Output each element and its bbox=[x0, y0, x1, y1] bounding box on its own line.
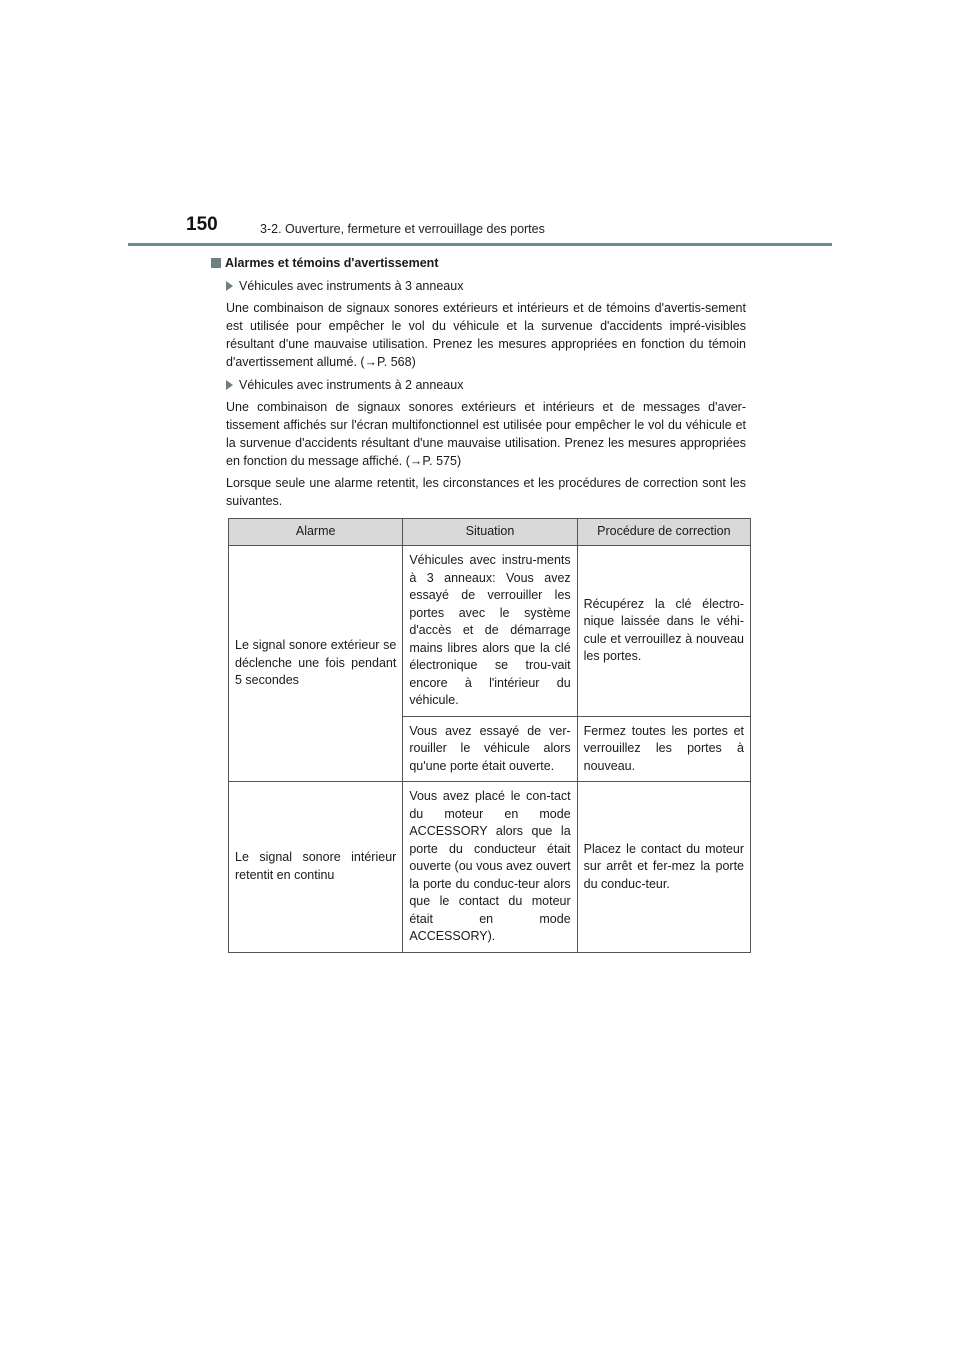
cell-situation: Véhicules avec instru-ments à 3 anneaux: Vous avez essayé de verrouiller les portes avec le système d'accès et de démarrage mains libres alors que la clé électronique se trou-vait encore à l'intérieur du véhicule. bbox=[403, 546, 577, 717]
alarm-table bbox=[228, 518, 751, 953]
sub-heading-3-rings-text: Véhicules avec instruments à 3 anneaux bbox=[239, 279, 464, 293]
table-header-row bbox=[229, 519, 751, 546]
section-heading-text: Alarmes et témoins d'avertissement bbox=[225, 256, 439, 270]
paragraph-2-rings: Une combinaison de signaux sonores extérieurs et intérieurs et de messages d'aver-tissement affichés sur l'écran multifonctionnel est utilisée pour empêcher le vol du véhicule et la survenue d'accidents résultant d'une mauvaise utilisation. Prenez les mesures appropriées en fonction du message affiché. (→P. 575) bbox=[226, 400, 746, 468]
cell-procedure: Récupérez la clé électro-nique laissée dans le véhi-cule et verrouillez à nouveau les portes. bbox=[577, 546, 750, 717]
table-row bbox=[229, 546, 751, 717]
table-row bbox=[229, 782, 751, 953]
page-body bbox=[211, 254, 746, 514]
chapter-title: 3-2. Ouverture, fermeture et verrouillage des portes bbox=[260, 222, 545, 236]
header-situation: Situation bbox=[403, 519, 577, 546]
sub-heading-2-rings bbox=[226, 376, 746, 394]
sub-heading-3-rings bbox=[226, 277, 746, 295]
square-bullet-icon bbox=[211, 258, 221, 268]
triangle-bullet-icon bbox=[226, 281, 233, 291]
alarm-table-container bbox=[228, 518, 751, 953]
header-alarme: Alarme bbox=[229, 519, 403, 546]
page-number: 150 bbox=[186, 214, 218, 235]
header-divider bbox=[128, 243, 832, 246]
cell-situation: Vous avez essayé de ver-rouiller le véhicule alors qu'une porte était ouverte. bbox=[403, 716, 577, 782]
header-procedure: Procédure de correction bbox=[577, 519, 750, 546]
cell-alarm: Le signal sonore extérieur se déclenche une fois pendant 5 secondes bbox=[229, 546, 403, 782]
triangle-bullet-icon bbox=[226, 380, 233, 390]
cell-procedure: Placez le contact du moteur sur arrêt et fer-mez la porte du conduc-teur. bbox=[577, 782, 750, 953]
sub-heading-2-rings-text: Véhicules avec instruments à 2 anneaux bbox=[239, 378, 464, 392]
cell-procedure: Fermez toutes les portes et verrouillez les portes à nouveau. bbox=[577, 716, 750, 782]
cell-situation: Vous avez placé le con-tact du moteur en mode ACCESSORY alors que la porte du conducteur était ouverte (ou vous avez ouvert la porte du conduc-teur alors que le contact du moteur était en mode ACCESSORY). bbox=[403, 782, 577, 953]
paragraph-3-rings: Une combinaison de signaux sonores extérieurs et intérieurs et de témoins d'avertis-sement est utilisée pour empêcher le vol du véhicule et la survenue d'accidents impré-visibles résultant d'une mauvaise utilisation. Prenez les mesures appropriées en fonction du témoin d'avertissement allumé. (→P. 568) bbox=[226, 301, 746, 369]
section-heading bbox=[211, 254, 746, 272]
cell-alarm: Le signal sonore intérieur retentit en continu bbox=[229, 782, 403, 953]
paragraph-closing: Lorsque seule une alarme retentit, les circonstances et les procédures de correction sont les suivantes. bbox=[226, 476, 746, 508]
